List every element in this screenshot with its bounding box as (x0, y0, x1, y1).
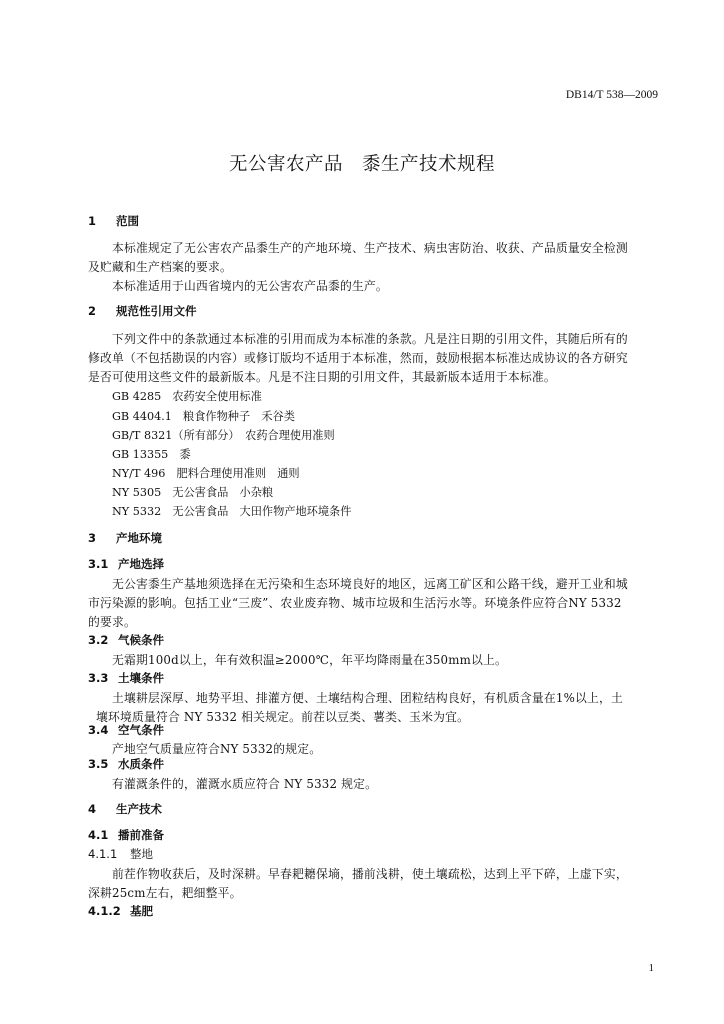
reference-item: GB 13355 黍 (112, 448, 191, 461)
paragraph-line: 及贮藏和生产档案的要求。 (88, 260, 232, 274)
subsection-4-1-heading (88, 827, 164, 843)
paragraph-line: 的要求。 (88, 615, 136, 629)
subsection-number: 3.2 (88, 633, 109, 647)
reference-item: GB/T 8321（所有部分） 农药合理使用准则 (112, 429, 335, 442)
paragraph-line: 土壤耕层深厚、地势平坦、排灌方便、土壤结构合理、团粒结构良好，有机质含量在1%以上，土 (112, 691, 623, 705)
reference-item: NY/T 496 肥料合理使用准则 通则 (112, 467, 300, 480)
section-number: 2 (88, 304, 97, 318)
subsection-3-5-heading (88, 756, 164, 772)
section-title: 生产技术 (116, 802, 162, 816)
page-number: 1 (648, 962, 654, 974)
paragraph-line: 本标准适用于山西省境内的无公害农产品黍的生产。 (112, 279, 388, 293)
paragraph-line: 本标准规定了无公害农产品黍生产的产地环境、生产技术、病虫害防治、收获、产品质量安全检测 (112, 241, 628, 255)
section-number: 4 (88, 802, 97, 816)
paragraph-line: 无霜期100d以上，年有效积温≥2000℃，年平均降雨量在350mm以上。 (112, 653, 507, 667)
subsection-title: 播前准备 (118, 828, 164, 842)
paragraph-line: 市污染源的影响。包括工业“三废”、农业废弃物、城市垃圾和生活污水等。环境条件应符合NY 5332 (88, 596, 622, 610)
subsection-3-2-heading (88, 632, 164, 648)
paragraph-line: 有灌溉条件的，灌溉水质应符合 NY 5332 规定。 (112, 777, 378, 791)
subsection-number: 3.1 (88, 557, 109, 571)
section-3-heading (88, 530, 162, 546)
page-title: 无公害农产品 黍生产技术规程 (228, 154, 495, 175)
subsection-number: 4.1.1 (88, 847, 118, 861)
section-number: 3 (88, 531, 97, 545)
paragraph-line: 无公害黍生产基地须选择在无污染和生态环境良好的地区，远离工矿区和公路干线，避开工业和城 (112, 577, 628, 591)
section-title: 范围 (116, 214, 139, 228)
subsection-title: 水质条件 (118, 757, 164, 771)
paragraph-line: 深耕25cm左右，耙细整平。 (88, 886, 242, 900)
subsection-title: 基肥 (130, 904, 153, 918)
subsection-title: 整地 (130, 847, 153, 861)
reference-item: NY 5332 无公害食品 大田作物产地环境条件 (112, 505, 352, 518)
subsection-3-4-heading (88, 722, 164, 738)
paragraph-line: 修改单（不包括勘误的内容）或修订版均不适用于本标准，然而，鼓励根据本标准达成协议的各方研究 (88, 351, 628, 365)
subsection-4-1-2-heading (88, 903, 153, 919)
subsection-4-1-1-heading (88, 846, 153, 862)
subsection-title: 空气条件 (118, 723, 164, 737)
section-title: 产地环境 (116, 531, 162, 545)
paragraph-line: 前茬作物收获后，及时深耕。早春耙耱保墒，播前浅耕，使土壤疏松，达到上平下碎，上虚下实， (112, 867, 628, 881)
reference-item: NY 5305 无公害食品 小杂粮 (112, 486, 274, 499)
subsection-title: 产地选择 (118, 557, 164, 571)
subsection-number: 4.1 (88, 828, 109, 842)
section-4-heading (88, 801, 162, 817)
paragraph-line: 下列文件中的条款通过本标准的引用而成为本标准的条款。凡是注日期的引用文件，其随后所有的 (112, 332, 628, 346)
subsection-3-1-heading (88, 556, 164, 572)
subsection-number: 3.4 (88, 723, 109, 737)
section-number: 1 (88, 214, 97, 228)
subsection-title: 土壤条件 (118, 671, 164, 685)
section-1-heading (88, 213, 139, 229)
subsection-number: 4.1.2 (88, 904, 121, 918)
subsection-3-3-heading (88, 670, 164, 686)
document-number: DB14/T 538—2009 (565, 89, 658, 101)
subsection-number: 3.5 (88, 757, 109, 771)
reference-item: GB 4285 农药安全使用标准 (112, 390, 262, 403)
section-2-heading (88, 303, 197, 319)
section-title: 规范性引用文件 (116, 304, 197, 318)
paragraph-line: 壤环境质量符合 NY 5332 相关规定。前茬以豆类、薯类、玉米为宜。 (96, 710, 470, 724)
paragraph-line: 是否可使用这些文件的最新版本。凡是不注日期的引用文件，其最新版本适用于本标准。 (88, 370, 556, 384)
subsection-title: 气候条件 (118, 633, 164, 647)
paragraph-line: 产地空气质量应符合NY 5332的规定。 (112, 742, 322, 756)
subsection-number: 3.3 (88, 671, 109, 685)
reference-item: GB 4404.1 粮食作物种子 禾谷类 (112, 410, 295, 423)
